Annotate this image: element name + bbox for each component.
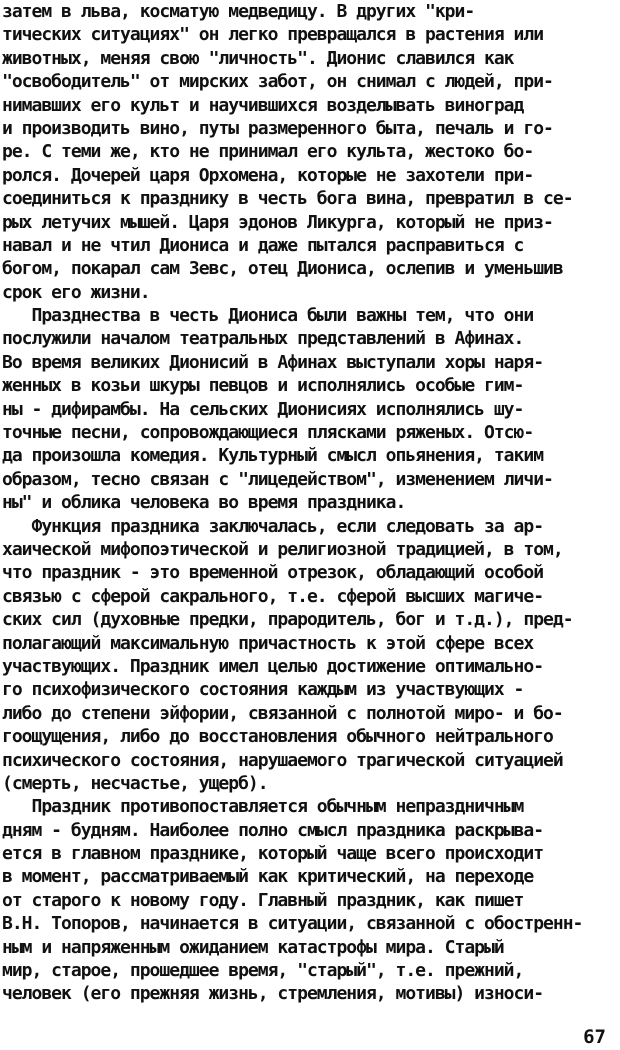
text-line: человек (его прежняя жизнь, стремления, мотивы) износи- — [2, 983, 544, 1005]
text-line: гоощущения, либо до восстановления обычного нейтрального — [2, 726, 553, 748]
text-line: Праздник противопоставляется обычным непраздничным — [2, 796, 524, 818]
text-line: что праздник - это временной отрезок, обладающий особой — [2, 562, 544, 584]
text-line: послужили началом театральных представлений в Афинах. — [2, 328, 524, 350]
text-line: полагающий максимальную причастность к этой сфере всех — [2, 632, 534, 654]
text-line: образом, тесно связан с "лицедейством", изменением личи- — [2, 468, 553, 490]
text-line: срок его жизни. — [2, 281, 150, 303]
text-line: и производить вино, путы размеренного быта, печаль и го- — [2, 117, 553, 139]
text-line: либо до степени эйфории, связанной с полнотой миро- и бо- — [2, 702, 563, 724]
text-line: точные песни, сопровождающиеся плясками ряженых. Отсю- — [2, 422, 534, 444]
page-number: 67 — [583, 1026, 606, 1048]
text-line: связью с сферой сакрального, т.е. сферой высших магиче- — [2, 585, 544, 607]
text-line: мир, старое, прошедшее время, "старый", т.е. прежний, — [2, 960, 524, 982]
text-line: в момент, рассматриваемый как критический, на переходе — [2, 866, 534, 888]
text-line: нимавших его культ и научившихся возделывать виноград — [2, 94, 524, 116]
text-line: "освободитель" от мирских забот, он снимал с людей, при- — [2, 71, 553, 93]
text-line: хаической мифопоэтической и религиозной традицией, в том, — [2, 538, 563, 560]
text-line: навал и не чтил Диониса и даже пытался расправиться с — [2, 234, 524, 256]
text-line: ролся. Дочерей царя Орхомена, которые не захотели при- — [2, 164, 534, 186]
text-line: тических ситуациях" он легко превращался в растения или — [2, 24, 544, 46]
text-line: ских сил (духовные предки, прародитель, бог и т.д.), пред- — [2, 609, 573, 631]
text-line: В.Н. Топоров, начинается в ситуации, связанной с обостренн- — [2, 913, 583, 935]
text-line: животных, меняя свою "личность". Дионис славился как — [2, 47, 514, 69]
text-line: да произошла комедия. Культурный смысл опьянения, таким — [2, 445, 544, 467]
text-line: затем в льва, косматую медведицу. В других "кри- — [2, 1, 475, 22]
text-line: соединиться к празднику в честь бога вина, превратил в се- — [2, 188, 573, 210]
text-line: ре. С теми же, кто не принимал его культа, жестоко бо- — [2, 141, 534, 163]
text-line: дням - будням. Наиболее полно смысл праздника раскрыва- — [2, 819, 544, 841]
text-line: Празднества в честь Диониса были важны тем, что они — [2, 305, 534, 327]
text-line: психического состояния, нарушаемого трагической ситуацией — [2, 749, 563, 771]
text-line: женных в козьи шкуры певцов и исполнялись особые гим- — [2, 375, 524, 397]
text-line: рых летучих мышей. Царя эдонов Ликурга, который не приз- — [2, 211, 553, 233]
text-line: Функция праздника заключалась, если следовать за ар- — [2, 515, 544, 537]
text-line: (смерть, несчастье, ущерб). — [2, 772, 268, 794]
text-line: от старого к новому году. Главный праздник, как пишет — [2, 889, 524, 911]
text-line: го психофизического состояния каждым из участвующих - — [2, 679, 524, 701]
body-text — [2, 0, 614, 1006]
text-line: богом, покарал сам Зевс, отец Диониса, ослепив и уменьшив — [2, 258, 563, 280]
text-line: ным и напряженным ожиданием катастрофы мира. Старый — [2, 936, 504, 958]
text-line: Во время великих Дионисий в Афинах выступали хоры наря- — [2, 351, 544, 373]
text-line: участвующих. Праздник имел целью достижение оптимально- — [2, 655, 544, 677]
text-line: ны" и облика человека во время праздника. — [2, 492, 406, 514]
text-line: ны - дифирамбы. На сельских Дионисиях исполнялись шу- — [2, 398, 524, 420]
text-line: ется в главном празднике, который чаще всего происходит — [2, 843, 544, 865]
